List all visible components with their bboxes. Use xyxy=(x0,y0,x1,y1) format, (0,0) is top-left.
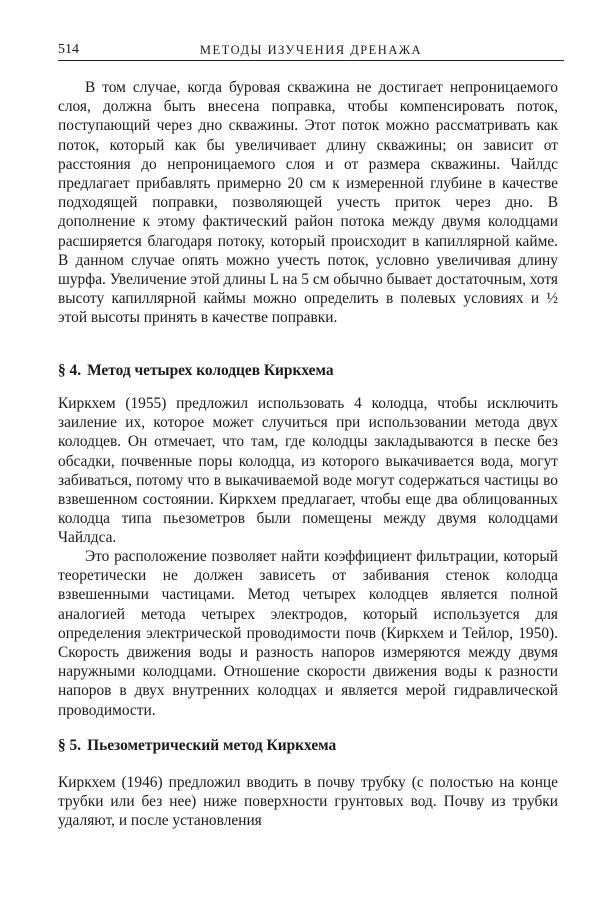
section-number: § 4. xyxy=(58,362,82,379)
paragraph-four-electrodes-analogy: Это расположение позволяет найти коэффициент фильтрации, который теоретически не должен зависеть от забивания стенок колодца взвешенными частицами. Метод четырех колодцев является полной аналогией метода четырех электродов, который используется для определения электрической проводимости почв (Киркхем и Тейлор, 1950). Скорость движения воды и разность напоров измеряются между двумя наружными колодцами. Отношение скорости движения воды к разности напоров в двух внутренних колодцах и является мерой гидравлической проводимости. xyxy=(58,548,558,719)
section-heading-4 xyxy=(58,361,558,380)
section-number: § 5. xyxy=(58,737,82,754)
paragraph-drill-hole-correction: В том случае, когда буровая скважина не достигает непроницаемого слоя, должна быть внесена поправка, чтобы компенсировать поток, поступающий через дно скважины. Этот поток можно рассматривать как поток, который как бы увеличивает длину скважины; он зависит от расстояния до непроницаемого слоя и от размера скважины. Чайлдс предлагает прибавлять примерно 20 см к измеренной глубине в качестве подходящей поправки, позволяющей учесть приток через дно. В дополнение к этому фактический район потока между двумя колодцами расширяется благодаря потоку, который происходит в капиллярной кайме. В данном случае опять можно учесть поток, условно увеличивая длину шурфа. Увеличение этой длины L на 5 см обычно бывает достаточным, хотя высоту капиллярной каймы можно определить в полевых условиях и ½ этой высоты принять в качестве поправки. xyxy=(58,79,558,327)
section-title: Метод четырех колодцев Киркхема xyxy=(87,362,334,379)
running-header xyxy=(58,40,564,61)
running-title: МЕТОДЫ ИЗУЧЕНИЯ ДРЕНАЖА xyxy=(199,43,423,57)
paragraph-piezometer-method: Киркхем (1946) предложил вводить в почву трубку (с полостью на конце трубки или без нее) ниже поверхности грунтовых вод. Почву из трубки удаляют, и после установления xyxy=(58,774,558,830)
section-heading-5 xyxy=(58,736,558,755)
document-page xyxy=(58,0,564,900)
paragraph-four-wells-method: Киркхем (1955) предложил использовать 4 колодца, чтобы исключить заиление их, которое может случиться при использовании метода двух колодцев. Он отмечает, что там, где колодцы закладываются в песке без обсадки, почвенные поры колодца, из которого выкачивается вода, могут забиваться, потому что в выкачиваемой воде могут содержаться частицы во взвешенном состоянии. Киркхем предлагает, чтобы еще два облицованных колодца типа пьезометров были помещены между двумя колодцами Чайлдса. xyxy=(58,395,558,547)
page-number: 514 xyxy=(58,42,79,57)
section-title: Пьезометрический метод Киркхема xyxy=(87,737,337,754)
